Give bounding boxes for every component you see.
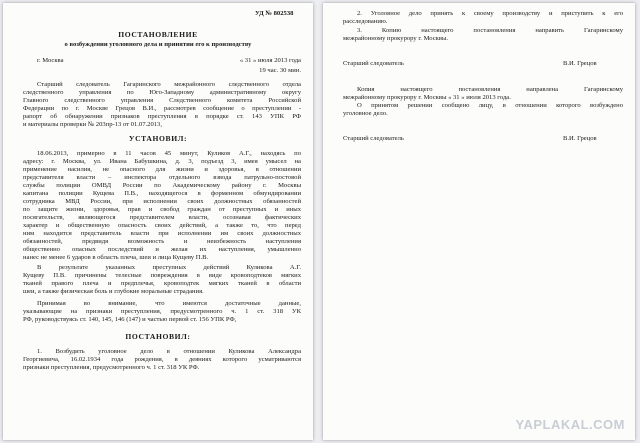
text-line: Копия настоящего постановления направлена Гагаринскому [357,86,623,93]
left-page [3,3,313,440]
text-line: ним находится представитель власти при исполнении им своих должностных [23,230,301,237]
document-time: 19 час. 30 мин. [259,67,301,74]
text-line: нанес не менее 6 ударов в область плеча, шеи и лица Кущеву П.В. [23,254,209,261]
signer-title: Старший следователь [343,60,404,67]
resolved-heading: ПОСТАНОВИЛ: [125,332,191,341]
text-line: характер и общественную опасность своих действий, а также то, что перед [23,222,301,229]
case-number: УД № 802538 [255,10,294,17]
text-line: расследованию. [343,18,388,25]
text-line: по защите жизни, здоровья, прав и свобод граждан от преступных и иных [23,206,301,213]
signer-title: Старший следователь [343,135,404,142]
signer-name: В.И. Грецов [563,135,597,142]
text-line: представителя власти – инспектора отдельного взвода патрульно-постовой [23,174,301,181]
right-page [323,3,635,440]
text-line: посягательств, являющегося представителем власти, осознавая фактических [23,214,301,221]
text-line: межрайонному прокурору г. Москвы « 31 » июля 2013 года. [343,94,511,101]
text-line: сотрудника МВД России, при исполнении своих должностных обязанностей [23,198,301,205]
established-heading: УСТАНОВИЛ: [128,134,188,143]
text-line: РФ, руководствуясь ст. 140, 145, 146 (147) и частью первой ст. 156 УПК РФ, [23,316,237,323]
text-line: и материалы проверки № 203пр-13 от 01.07.2013, [23,121,163,128]
city: г. Москва [37,57,64,64]
text-line: службы полиции ОМВД России по Академическому району г. Москвы [23,182,301,189]
text-line: межрайонному прокурору г. Москвы. [343,35,449,42]
text-line: 3. Копию настоящего постановления направить Гагаринскому [357,27,623,34]
text-line: Федерации по г. Москве Грецов В.И., рассмотрев сообщение о преступлении - [23,105,301,112]
text-line: шеи, а также физическая боль и глубокие моральные страдания. [23,288,204,295]
text-line: В результате указанных преступных действий Куликова А.Г. [37,264,301,271]
text-line: Принимая во внимание, что имеются достаточные данные, [37,300,301,307]
text-line: тканей правого плеча и предплечья, кровоподтек мягких тканей в области [23,280,301,287]
document-title: ПОСТАНОВЛЕНИЕ [118,30,198,39]
text-line: Кущеву П.В. причинены телесные повреждения в виде кровоподтеков мягких [23,272,301,279]
document-subtitle: о возбуждении уголовного дела и принятии его к производству [64,41,252,48]
watermark: YAPLAKAL.COM [515,417,625,432]
text-line: обязанностей, предвидя возможность и неизбежность наступления [23,238,301,245]
text-line: рапорт об обнаружении признаков преступления в порядке ст. 143 УПК РФ [23,113,301,120]
text-line: указывающие на признаки преступления, предусмотренного ч. 1 ст. 318 УК [23,308,301,315]
text-line: 18.06.2013, примерно в 11 часов 45 минут, Куликов А.Г., находясь по [37,150,301,157]
text-line: признаки преступления, предусмотренного ч. 1 ст. 318 УК РФ. [23,364,200,371]
text-line: общественно опасных последствий и желая их наступления, умышленно [23,246,301,253]
signer-name: В.И. Грецов [563,60,597,67]
text-line: адресу: г. Москва, ул. Ивана Бабушкина, д. 3, подъезд 3, имея умысел на [23,158,301,165]
text-line: уголовное дело. [343,110,388,117]
text-line: 2. Уголовное дело принять к своему производству и приступить к его [357,10,623,17]
text-line: 1. Возбудить уголовное дело в отношении Куликова Александра [37,348,301,355]
text-line: капитана полиции Кущева П.В., находящегося в форменном обмундировании [23,190,301,197]
text-line: Старший следователь Гагаринского межрайонного следственного отдела [37,81,301,88]
text-line: Георгиевича, 16.02.1934 года рождения, в деяниях которого усматриваются [23,356,301,363]
text-line: применение насилия, не опасного для жизни и здоровья, в отношении [23,166,301,173]
text-line: следственного управления по Юго-Западному административному округу [23,89,301,96]
document-date: « 31 » июля 2013 года [239,57,301,64]
text-line: О принятом решении сообщено лицу, в отношении которого возбуждено [357,102,623,109]
text-line: Главного следственного управления Следственного комитета Российской [23,97,301,104]
